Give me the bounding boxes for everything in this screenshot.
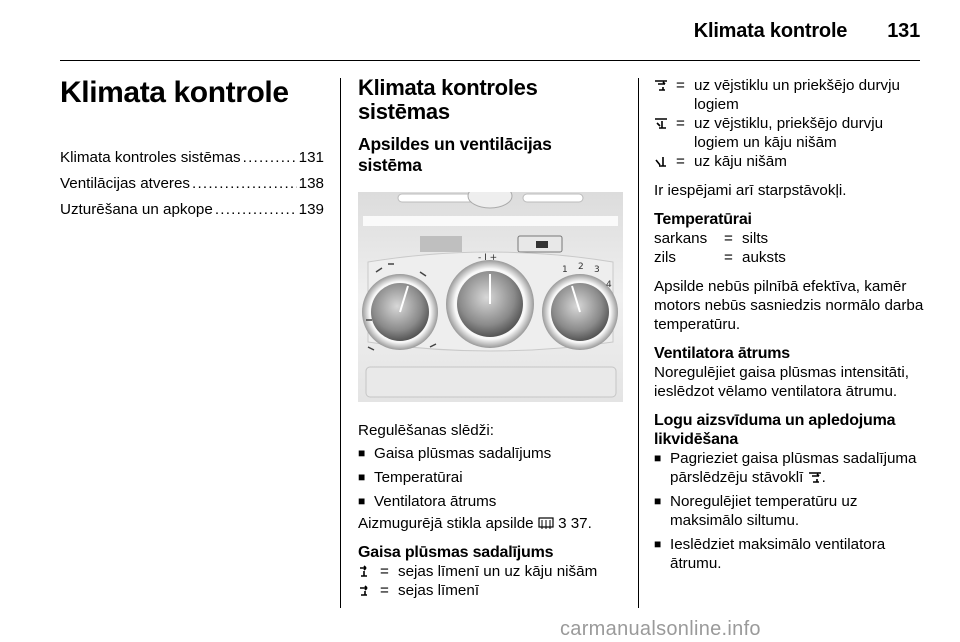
toc-row[interactable] [60, 174, 324, 200]
list-item: ■ Gaisa plūsmas sadalījums [358, 444, 623, 463]
list-item: ■ Ventilatora ātrums [358, 492, 623, 511]
fan-level-label: 1 [562, 265, 568, 275]
equals-sign: = [724, 249, 733, 266]
equals-sign: = [724, 230, 733, 247]
demist-title [654, 411, 924, 449]
section-title-line-1: Klimata kontroles [358, 75, 538, 100]
toc-row[interactable] [60, 200, 324, 226]
column-divider-1 [340, 78, 341, 608]
table-row [654, 152, 924, 171]
page-number: 131 [887, 20, 920, 42]
toc-label: Klimata kontroles sistēmas [60, 149, 241, 166]
toc-leader [215, 200, 297, 219]
fan-speed-text: Noregulējiet gaisa plūsmas intensitāti, ieslēdzot vēlamo ventilatora ātrumu. [654, 364, 909, 400]
subsection-title [358, 134, 623, 176]
temperature-table [654, 229, 786, 267]
table-row [654, 114, 924, 152]
temperature-note: Apsilde nebūs pilnībā efektīva, kamēr motors nebūs sasniedzis normālo darba temperatūru. [654, 278, 924, 333]
mode-description: uz kāju nišām [694, 153, 787, 170]
table-row [654, 248, 786, 267]
demist-title-line-2: likvidēšana [654, 431, 739, 448]
table-of-contents [60, 148, 324, 226]
mode-description: sejas līmenī un uz kāju nišām [398, 563, 598, 580]
toc-leader [192, 174, 297, 193]
table-row [654, 229, 786, 248]
face-mode-icon [358, 583, 372, 597]
rear-window-heating-note [358, 514, 623, 533]
equals-sign: = [380, 582, 389, 599]
equals-sign: = [380, 563, 389, 580]
temperature-desc: auksts [742, 249, 786, 266]
equals-sign: = [676, 77, 685, 94]
air-distribution-modes-b [654, 76, 924, 171]
list-item: ■ Temperatūrai [358, 468, 623, 487]
toc-label: Ventilācijas atveres [60, 175, 191, 192]
table-row [358, 562, 597, 581]
temperature-desc: silts [742, 230, 769, 247]
subsection-title-line-2: sistēma [358, 155, 422, 175]
feet-mode-icon [654, 154, 668, 168]
rear-window-heating-icon [538, 517, 554, 530]
page-reference-link[interactable]: 3 37. [558, 515, 592, 532]
list-item: ■ Noregulējiet temperatūru uz maksimālo siltumu. [654, 492, 924, 530]
fan-speed-title: Ventilatora ātrums [654, 345, 791, 362]
toc-page: 131 [298, 149, 324, 166]
temperature-title: Temperatūrai [654, 211, 752, 228]
toc-page: 138 [298, 175, 324, 192]
svg-text:- I +: - I + [478, 253, 498, 263]
equals-sign: = [676, 115, 685, 132]
intermediate-note: Ir iespējami arī starpstāvokļi. [654, 182, 847, 199]
section-title [358, 76, 623, 124]
windscreen-door-mode-icon [654, 78, 668, 92]
air-distribution-title: Gaisa plūsmas sadalījums [358, 544, 554, 561]
demist-step-end: . [821, 469, 826, 486]
header-rule [60, 60, 920, 61]
demist-steps [654, 449, 924, 573]
section-title-line-2: sistēmas [358, 99, 450, 124]
equals-sign: = [676, 153, 685, 170]
column-3 [654, 76, 924, 578]
fan-level-label: 4 [606, 280, 612, 290]
temperature-term: zils [654, 249, 676, 266]
windscreen-door-feet-mode-icon [654, 116, 668, 130]
running-head-title: Klimata kontrole [693, 20, 848, 42]
demist-step-text: Pagrieziet gaisa plūsmas sadalījuma pārslēdzēju stāvoklī [670, 450, 917, 486]
fan-level-label: 3 [594, 265, 600, 275]
controls-intro: Regulēšanas slēdži: [358, 422, 494, 439]
mode-description: uz vējstiklu un priekšējo durvju logiem [694, 77, 900, 113]
temperature-term: sarkans [654, 230, 708, 247]
running-head [694, 20, 920, 43]
windscreen-door-mode-icon [808, 470, 822, 484]
fan-level-label: 2 [578, 262, 584, 272]
toc-leader [243, 148, 297, 167]
toc-row[interactable] [60, 148, 324, 174]
column-1 [60, 76, 324, 226]
toc-label: Uzturēšana un apkope [60, 201, 213, 218]
mode-description: sejas līmenī [398, 582, 480, 599]
list-item [654, 449, 924, 487]
demist-title-line-1: Logu aizsvīduma un apledojuma [654, 412, 896, 429]
toc-page: 139 [298, 201, 324, 218]
rear-heat-text: Aizmugurējā stikla apsilde [358, 515, 534, 532]
climate-control-panel-illustration [358, 192, 623, 402]
mode-description: uz vējstiklu, priekšējo durvju logiem un kāju nišām [694, 115, 884, 151]
air-distribution-modes-a [358, 562, 597, 600]
table-row [654, 76, 924, 114]
table-row [358, 581, 597, 600]
controls-list [358, 444, 623, 511]
watermark: carmanualsonline.info [560, 618, 761, 640]
column-2 [358, 76, 623, 600]
face-feet-mode-icon [358, 564, 372, 578]
list-item: ■ Ieslēdziet maksimālo ventilatora ātrumu. [654, 535, 924, 573]
chapter-title: Klimata kontrole [60, 76, 289, 109]
column-divider-2 [638, 78, 639, 608]
subsection-title-line-1: Apsildes un ventilācijas [358, 134, 552, 154]
